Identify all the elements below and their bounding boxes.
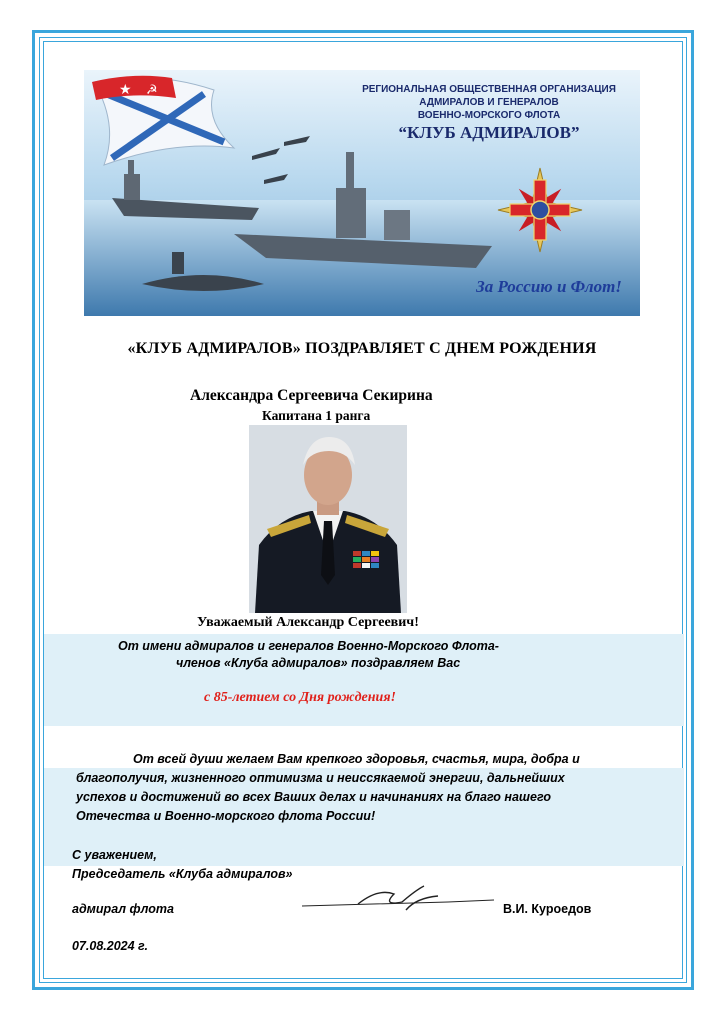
honoree-portrait — [249, 425, 407, 613]
page-title: «КЛУБ АДМИРАЛОВ» ПОЗДРАВЛЯЕТ С ДНЕМ РОЖДЕНИЯ — [127, 340, 597, 357]
wish-line-4: Отечества и Военно-морского флота России! — [76, 809, 376, 823]
banner-motto: За Россию и Флот! — [476, 277, 622, 296]
intro-line-2: членов «Клуба адмиралов» поздравляем Вас — [176, 656, 461, 670]
banner-image — [84, 70, 640, 316]
anniversary-line: с 85-летием со Дня рождения! — [204, 690, 396, 705]
closing-position: Председатель «Клуба адмиралов» — [72, 867, 293, 881]
signature — [298, 884, 498, 916]
svg-text:★: ★ — [119, 82, 132, 98]
honoree-rank: Капитана 1 ранга — [262, 408, 371, 423]
wish-line-3: успехов и достижений во всех Ваших делах и начинаниях на благо нашего — [76, 790, 551, 804]
letter-date: 07.08.2024 г. — [72, 939, 149, 953]
wish-line-1: От всей души желаем Вам крепкого здоровья, счастья, мира, добра и — [133, 752, 580, 766]
header-banner — [84, 70, 640, 316]
signer-title: адмирал флота — [72, 902, 174, 916]
banner-org-line3: ВОЕННО-МОРСКОГО ФЛОТА — [417, 110, 561, 121]
salutation: Уважаемый Александр Сергеевич! — [197, 615, 419, 630]
svg-text:☭: ☭ — [146, 83, 158, 98]
honoree-name: Александра Сергеевича Секирина — [190, 387, 433, 404]
medal-ribbons — [353, 551, 379, 568]
banner-org-line2: АДМИРАЛОВ И ГЕНЕРАЛОВ — [419, 97, 559, 108]
signer-name: В.И. Куроедов — [503, 902, 592, 916]
intro-line-1: От имени адмиралов и генералов Военно-Морского Флота- — [118, 639, 499, 653]
portrait-image — [249, 425, 407, 613]
wish-line-2: благополучия, жизненного оптимизма и неиссякаемой энергии, дальнейших — [76, 771, 565, 785]
signature-scribble — [298, 884, 498, 916]
closing-regards: С уважением, — [72, 848, 157, 862]
banner-org-line1: РЕГИОНАЛЬНАЯ ОБЩЕСТВЕННАЯ ОРГАНИЗАЦИЯ — [362, 84, 616, 95]
banner-club-name: “КЛУБ АДМИРАЛОВ” — [398, 123, 580, 142]
